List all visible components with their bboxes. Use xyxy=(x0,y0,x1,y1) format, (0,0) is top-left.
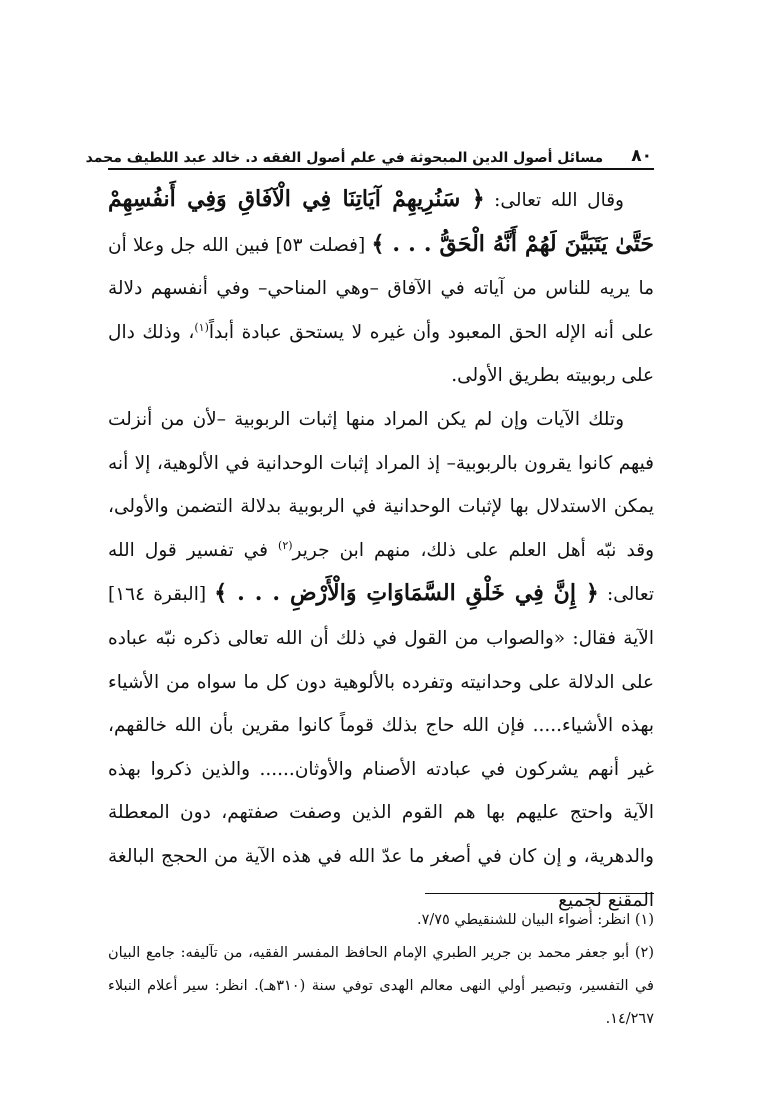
main-text xyxy=(108,178,654,922)
footnotes xyxy=(108,904,654,1036)
footnote-1: (١) انظر: أضواء البيان للشنقيطي ٧/٧٥. xyxy=(416,912,654,928)
page-header xyxy=(85,140,652,166)
paragraph-1-text-c: ، وذلك دال على ربوبيته بطريق الأولى. xyxy=(108,321,654,387)
paragraph-2-text-b: في تفسير قول الله تعالى: xyxy=(108,539,654,606)
footnote-ref-2[interactable]: (٢) xyxy=(278,538,293,552)
paragraph-2-text-c: [البقرة ١٦٤] الآية فقال: «والصواب من القول في ذلك أن الله تعالى ذكره نبّه عباده على الدلالة على وحدانيته وتفرده بالألوهية دون كل ما سواه من الأشياء بهذه الأشياء..... فإن الله حاج بذلك قوماً كانوا مقرين بأن الله خالقهم، غير أنهم يشركون في عبادته الأصنام والأوثان...... والذين ذكروا بهذه الآية واحتج عليهم بها هم القوم الذين وصفت صفتهم، دون المعطلة والدهرية، و إن كان في أصغر ما عدّ الله في هذه الآية من الحجج البالغة المقنع لجميع xyxy=(108,584,654,911)
paragraph-2 xyxy=(108,398,654,922)
running-title: مسائل أصول الدين المبحوثة في علم أصول الفقه د. خالد عبد اللطيف محمد xyxy=(85,150,604,166)
quran-verse-baqarah: ﴿ إِنَّ فِي خَلْقِ السَّمَاوَاتِ وَالْأَرْضِ . . . ﴾ xyxy=(214,580,599,607)
paragraph-1 xyxy=(108,178,654,398)
paragraph-1-text-a: وقال الله تعالى: xyxy=(484,190,624,211)
paragraph-2-text-a: وتلك الآيات وإن لم يكن المراد منها إثبات الربوبية –لأن من أنزلت فيهم كانوا يقرون بالربوبية– إذ المراد إثبات الوحدانية في الألوهية، إلا أنه يمكن الاستدلال بها لإثبات الوحدانية في الربوبية بدلالة التضمن والأولى، وقد نبّه أهل العلم على ذلك، منهم ابن جرير xyxy=(108,408,655,561)
footnote-ref-1[interactable]: (١) xyxy=(194,320,209,334)
footnote-2: (٢) أبو جعفر محمد بن جرير الطبري الإمام الحافظ المفسر الفقيه، من تآليفه: جامع البيان في التفسير، وتبصير أولي النهى معالم الهدى توفي سنة (٣١٠هـ). انظر: سير أعلام النبلاء ١٤/٢٦٧. xyxy=(108,945,654,1027)
header-divider xyxy=(108,168,654,170)
page-number: ٨٠ xyxy=(631,146,652,166)
footnote-divider xyxy=(425,893,654,894)
quran-verse-fussilat: ﴿ سَنُرِيهِمْ آيَاتِنَا فِي الْآفَاقِ وَفِي أَنفُسِهِمْ حَتَّىٰ يَتَبَيَّنَ لَهُمْ أَنَّهُ الْحَقُّ . . . ﴾ xyxy=(108,186,654,257)
paragraph-1-text-b: [فصلت ٥٣] فبين الله جل وعلا أن ما يريه للناس من آياته في الآفاق –وهي المناحي– وفي أنفسهم دلالة على أنه الإله الحق المعبود وأن غيره لا يستحق عبادة أبداً xyxy=(108,234,655,343)
